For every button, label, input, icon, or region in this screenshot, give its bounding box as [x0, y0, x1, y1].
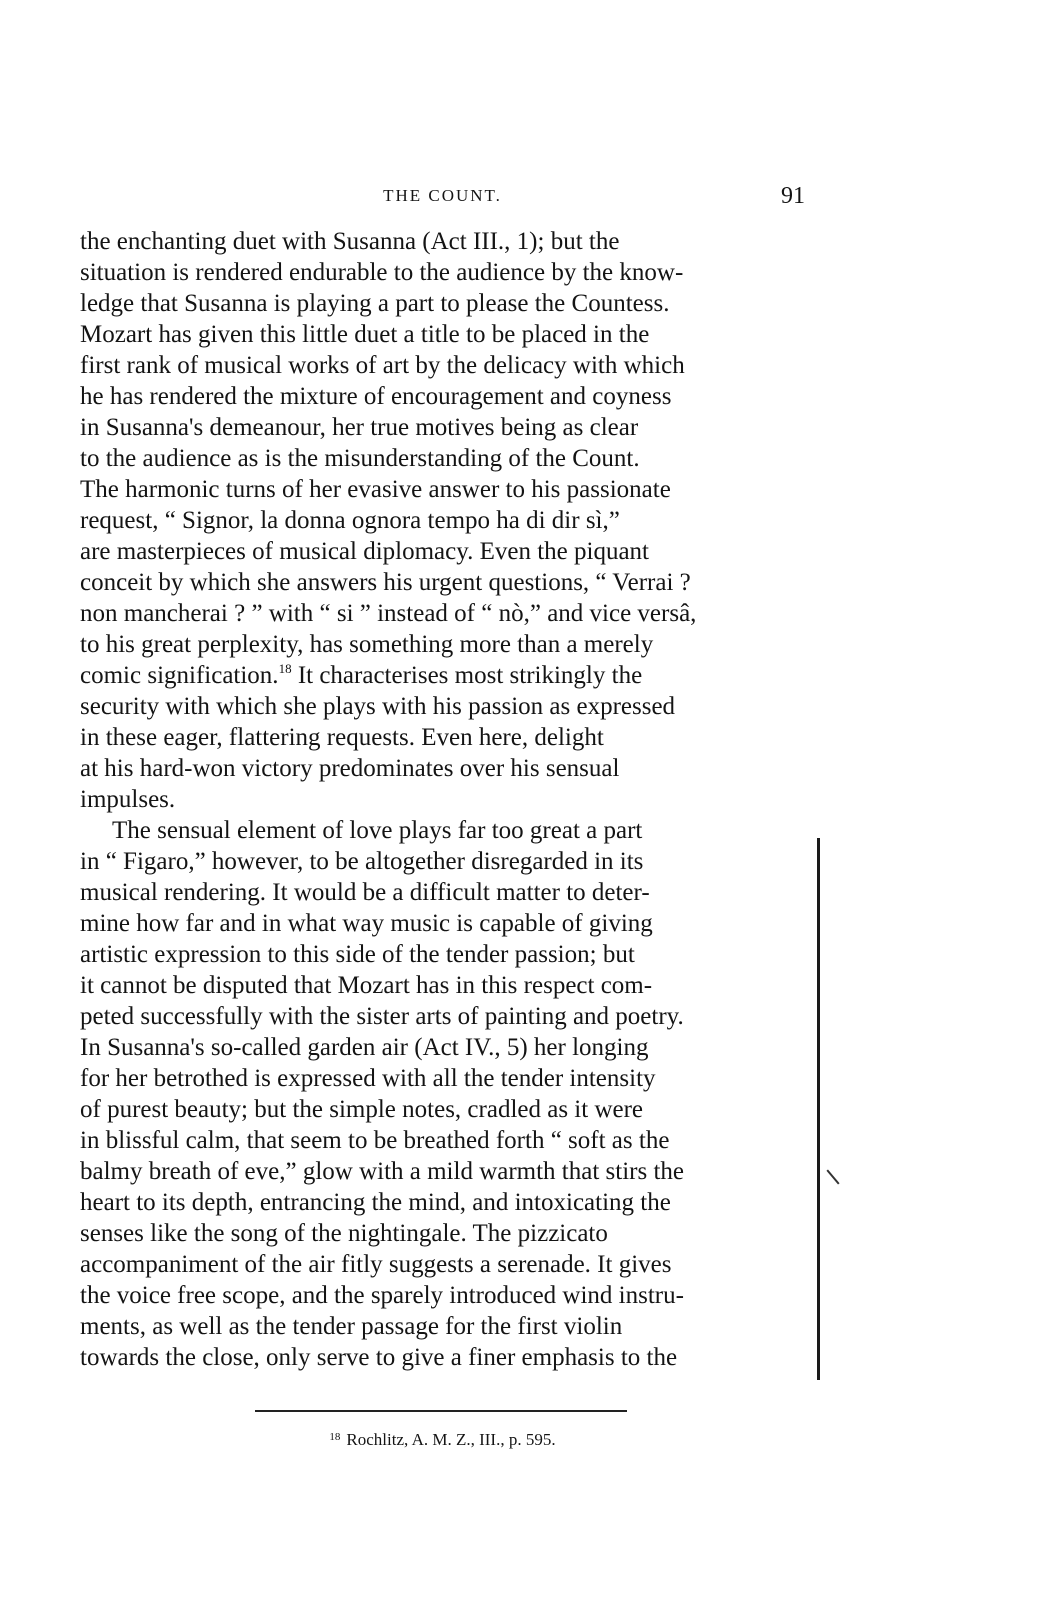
- text-line: in “ Figaro,” however, to be altogether disregarded in its: [80, 848, 644, 875]
- line-text-tail: It characterises most strikingly the: [291, 662, 643, 689]
- running-head: [80, 183, 805, 216]
- text-line: balmy breath of eve,” glow with a mild warmth that stirs the: [80, 1158, 685, 1185]
- text-line: request, “ Signor, la donna ognora tempo ha di dir sì,”: [80, 507, 620, 534]
- running-title: THE COUNT.: [383, 186, 502, 205]
- text-line: Mozart has given this little duet a title to be placed in the: [80, 321, 650, 348]
- text-line: ments, as well as the tender passage for the first violin: [80, 1313, 623, 1340]
- page-number: 91: [781, 183, 805, 209]
- text-line: the voice free scope, and the sparely introduced wind instru-: [80, 1282, 684, 1309]
- text-line: heart to its depth, entrancing the mind, and intoxicating the: [80, 1189, 671, 1216]
- line-text: comic signification.: [80, 662, 279, 689]
- text-line: first rank of musical works of art by the delicacy with which: [80, 352, 685, 379]
- text-line: to the audience as is the misunderstanding of the Count.: [80, 445, 640, 472]
- text-line: The harmonic turns of her evasive answer to his passionate: [80, 476, 671, 503]
- text-line: In Susanna's so-called garden air (Act IV., 5) her longing: [80, 1034, 649, 1061]
- text-line: at his hard-won victory predominates over his sensual: [80, 755, 620, 782]
- text-line: to his great perplexity, has something more than a merely: [80, 631, 654, 658]
- text-line: of purest beauty; but the simple notes, cradled as it were: [80, 1096, 644, 1123]
- text-line: towards the close, only serve to give a finer emphasis to the: [80, 1344, 678, 1371]
- text-line: ledge that Susanna is playing a part to please the Countess.: [80, 290, 670, 317]
- text-line: security with which she plays with his passion as expressed: [80, 693, 676, 720]
- text-line: senses like the song of the nightingale. The pizzicato: [80, 1220, 608, 1247]
- text-line: mine how far and in what way music is capable of giving: [80, 910, 653, 937]
- text-line: musical rendering. It would be a difficult matter to deter-: [80, 879, 650, 906]
- footnote-rule: [255, 1410, 627, 1412]
- text-line: artistic expression to this side of the tender passion; but: [80, 941, 635, 968]
- text-line: in blissful calm, that seem to be breathed forth “ soft as the: [80, 1127, 670, 1154]
- text-line: conceit by which she answers his urgent questions, “ Verrai ?: [80, 569, 691, 596]
- text-line: in Susanna's demeanour, her true motives being as clear: [80, 414, 639, 441]
- text-line: it cannot be disputed that Mozart has in this respect com-: [80, 972, 653, 999]
- text-line-with-footnote: [80, 660, 805, 691]
- body-text: [80, 226, 805, 1373]
- text-line: The sensual element of love plays far too great a part: [112, 817, 643, 844]
- margin-marking-bar: [817, 838, 820, 1380]
- text-line: situation is rendered endurable to the audience by the know-: [80, 259, 684, 286]
- text-line: are masterpieces of musical diplomacy. Even the piquant: [80, 538, 650, 565]
- text-line: in these eager, flattering requests. Even here, delight: [80, 724, 604, 751]
- footnote: [80, 1430, 805, 1450]
- text-line: peted successfully with the sister arts of painting and poetry.: [80, 1003, 684, 1030]
- footnote-reference[interactable]: 18: [278, 661, 292, 676]
- footnote-marker: 18: [329, 1431, 341, 1443]
- text-line: accompaniment of the air fitly suggests a serenade. It gives: [80, 1251, 672, 1278]
- margin-marking-tick: [826, 1169, 839, 1184]
- text-line: impulses.: [80, 786, 176, 813]
- text-line: non mancherai ? ” with “ si ” instead of “ nò,” and vice versâ,: [80, 600, 697, 627]
- text-line: he has rendered the mixture of encouragement and coyness: [80, 383, 672, 410]
- text-line: for her betrothed is expressed with all the tender intensity: [80, 1065, 656, 1092]
- footnote-text: Rochlitz, A. M. Z., III., p. 595.: [346, 1430, 556, 1449]
- text-line: the enchanting duet with Susanna (Act III., 1); but the: [80, 228, 620, 255]
